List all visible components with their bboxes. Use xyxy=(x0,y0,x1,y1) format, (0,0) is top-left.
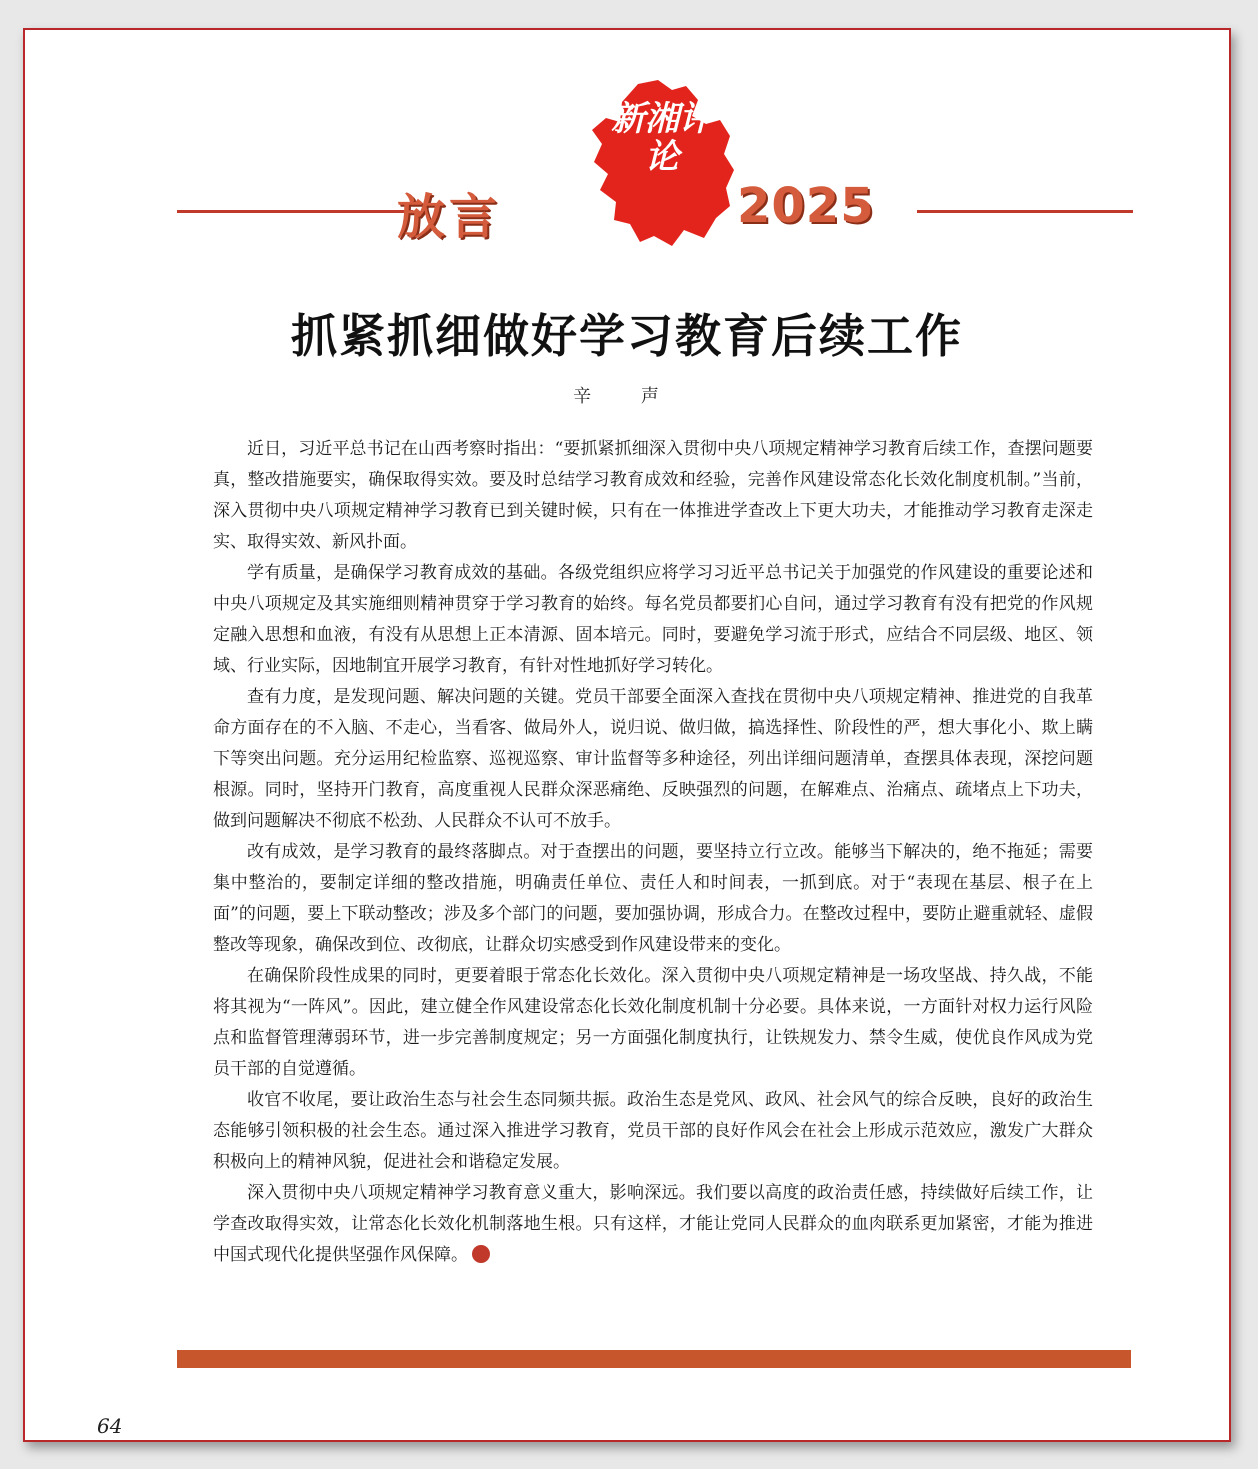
column-name: 放言 xyxy=(397,189,502,245)
article-title: 抓紧抓细做好学习教育后续工作 xyxy=(291,309,963,363)
paragraph: 查有力度，是发现问题、解决问题的关键。党员干部要全面深入查找在贯彻中央八项规定精神、推进党的自我革命方面存在的不入脑、不走心，当看客、做局外人，说归说、做归做，搞选择性、阶段性的严，想大事化小、欺上瞒下等突出问题。充分运用纪检监察、巡视巡察、审计监督等多种途径，列出详细问题清单，查摆具体表现，深挖问题根源。同时，坚持开门教育，高度重视人民群众深恶痛绝、反映强烈的问题，在解难点、治痛点、疏堵点上下功夫，做到问题解决不彻底不松劲、人民群众不认可不放手。 xyxy=(213,687,1093,831)
masthead-left-rule xyxy=(177,210,413,213)
article-body xyxy=(213,434,1093,1271)
end-mark-icon xyxy=(472,1245,490,1263)
masthead-right-rule xyxy=(917,210,1133,213)
paragraph: 在确保阶段性成果的同时，更要着眼于常态化长效化。深入贯彻中央八项规定精神是一场攻坚战、持久战，不能将其视为“一阵风”。因此，建立健全作风建设常态化长效化制度机制十分必要。具体来说，一方面针对权力运行风险点和监督管理薄弱环节，进一步完善制度规定；另一方面强化制度执行，让铁规发力、禁令生威，使优良作风成为党员干部的自觉遵循。 xyxy=(213,966,1093,1079)
paragraph: 改有成效，是学习教育的最终落脚点。对于查摆出的问题，要坚持立行立改。能够当下解决的，绝不拖延；需要集中整治的，要制定详细的整改措施，明确责任单位、责任人和时间表，一抓到底。对于“表现在基层、根子在上面”的问题，要上下联动整改；涉及多个部门的问题，要加强协调，形成合力。在整改过程中，要防止避重就轻、虚假整改等现象，确保改到位、改彻底，让群众切实感受到作风建设带来的变化。 xyxy=(213,842,1093,955)
page-number: 64 xyxy=(97,1414,123,1438)
paragraph: 学有质量，是确保学习教育成效的基础。各级党组织应将学习习近平总书记关于加强党的作风建设的重要论述和中央八项规定及其实施细则精神贯穿于学习教育的始终。每名党员都要扪心自问，通过学习教育有没有把党的作风规定融入思想和血液，有没有从思想上正本清源、固本培元。同时，要避免学习流于形式，应结合不同层级、地区、领域、行业实际，因地制宜开展学习教育，有针对性地抓好学习转化。 xyxy=(213,563,1093,676)
paragraph: 近日，习近平总书记在山西考察时指出：“要抓紧抓细深入贯彻中央八项规定精神学习教育后续工作，查摆问题要真，整改措施要实，确保取得实效。要及时总结学习教育成效和经验，完善作风建设常态化长效化制度机制。”当前，深入贯彻中央八项规定精神学习教育已到关键时候，只有在一体推进学查改上下更大功夫，才能推动学习教育走深走实、取得实效、新风扑面。 xyxy=(213,439,1093,552)
article-author: 辛 声 xyxy=(573,386,681,407)
magazine-page xyxy=(23,28,1231,1442)
column-masthead xyxy=(25,30,1229,270)
paragraph-last xyxy=(213,1178,1093,1271)
paragraph-text: 深入贯彻中央八项规定精神学习教育意义重大，影响深远。我们要以高度的政治责任感，持续做好后续工作，让学查改取得实效，让常态化长效化机制落地生根。只有这样，才能让党同人民群众的血肉联系更加紧密，才能为推进中国式现代化提供坚强作风保障。 xyxy=(213,1183,1093,1265)
bottom-bar xyxy=(177,1350,1131,1368)
paragraph: 收官不收尾，要让政治生态与社会生态同频共振。政治生态是党风、政风、社会风气的综合反映，良好的政治生态能够引领积极的社会生态。通过深入推进学习教育，党员干部的良好作风会在社会上形成示范效应，激发广大群众积极向上的精神风貌，促进社会和谐稳定发展。 xyxy=(213,1090,1093,1172)
emblem-logo-text: 新湘评论 xyxy=(611,99,713,177)
column-year: 2025 xyxy=(737,178,875,234)
